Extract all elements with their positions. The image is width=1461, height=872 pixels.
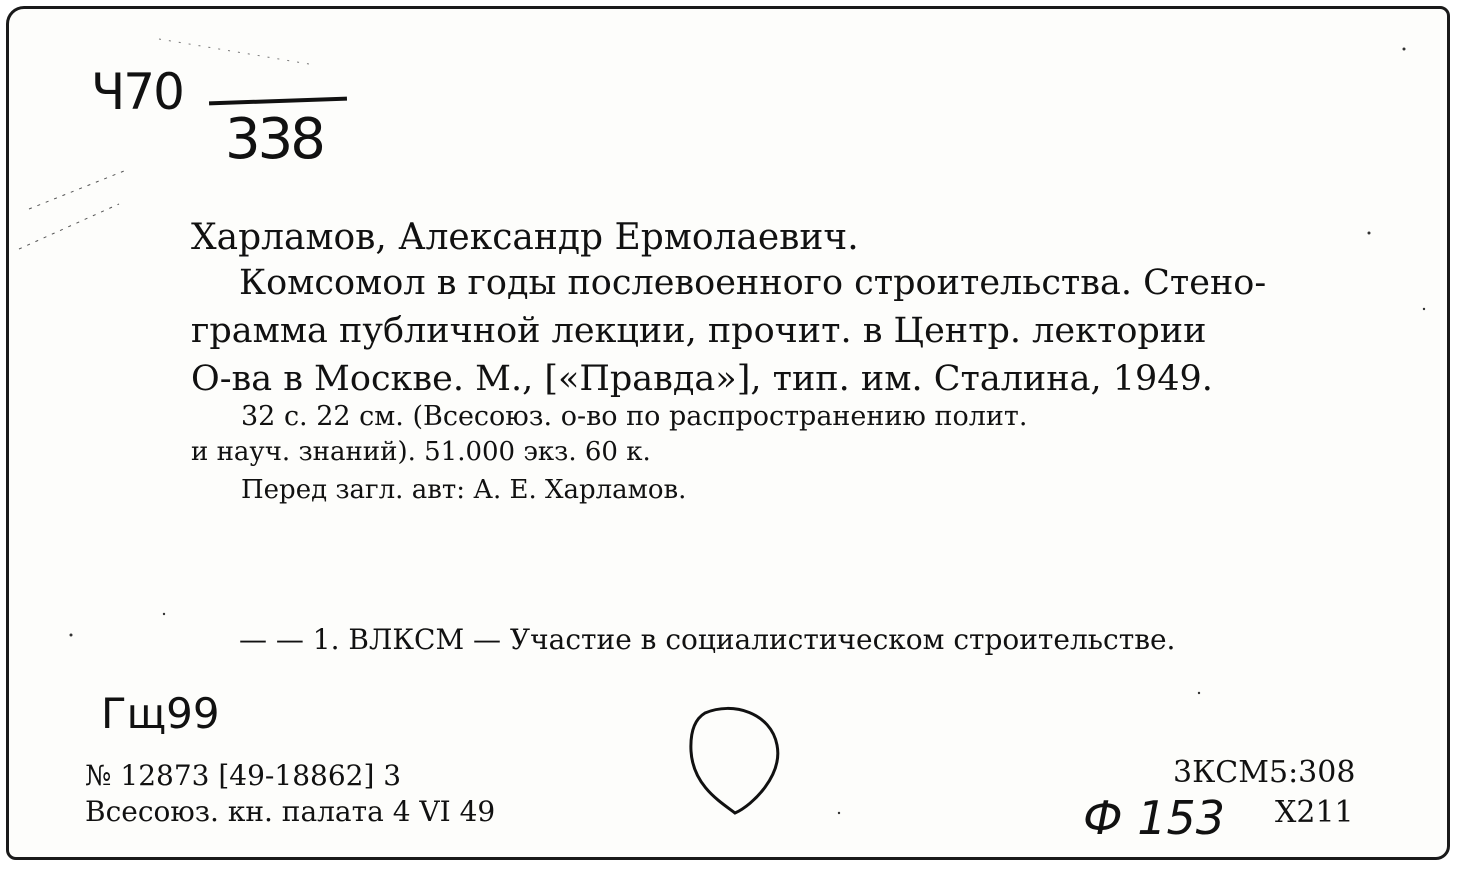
title-line-1: Комсомол в годы послевоенного строительства. Стено-: [239, 263, 1267, 303]
physical-description-line-2: и науч. знаний). 51.000 экз. 60 к.: [191, 437, 651, 467]
oval-stamp: [685, 705, 789, 817]
title-line-2: грамма публичной лекции, прочит. в Центр. лектории: [191, 311, 1207, 351]
registration-number: № 12873 [49-18862] 3: [85, 759, 402, 792]
author-heading: Харламов, Александр Ермолаевич.: [191, 217, 859, 258]
catalog-card: [6, 6, 1450, 860]
location-code-handwritten: Гщ99: [101, 689, 220, 738]
author-note: Перед загл. авт: А. Е. Харламов.: [241, 475, 687, 505]
shelf-mark-denominator: 338: [225, 107, 323, 172]
class-code: Х211: [1275, 795, 1354, 830]
handwritten-code: Ф 153: [1083, 791, 1226, 845]
title-line-3: О-ва в Москве. М., [«Правда»], тип. им. Сталина, 1949.: [191, 359, 1213, 399]
physical-description-line-1: 32 с. 22 см. (Всесоюз. о-во по распространению полит.: [241, 401, 1028, 432]
book-chamber-line: Всесоюз. кн. палата 4 VI 49: [85, 795, 496, 828]
classification-index: 3КСМ5:308: [1173, 755, 1356, 790]
shelf-mark-numerator: Ч70: [91, 63, 183, 121]
subject-heading: — — 1. ВЛКСМ — Участие в социалистическом строительстве.: [239, 623, 1176, 656]
